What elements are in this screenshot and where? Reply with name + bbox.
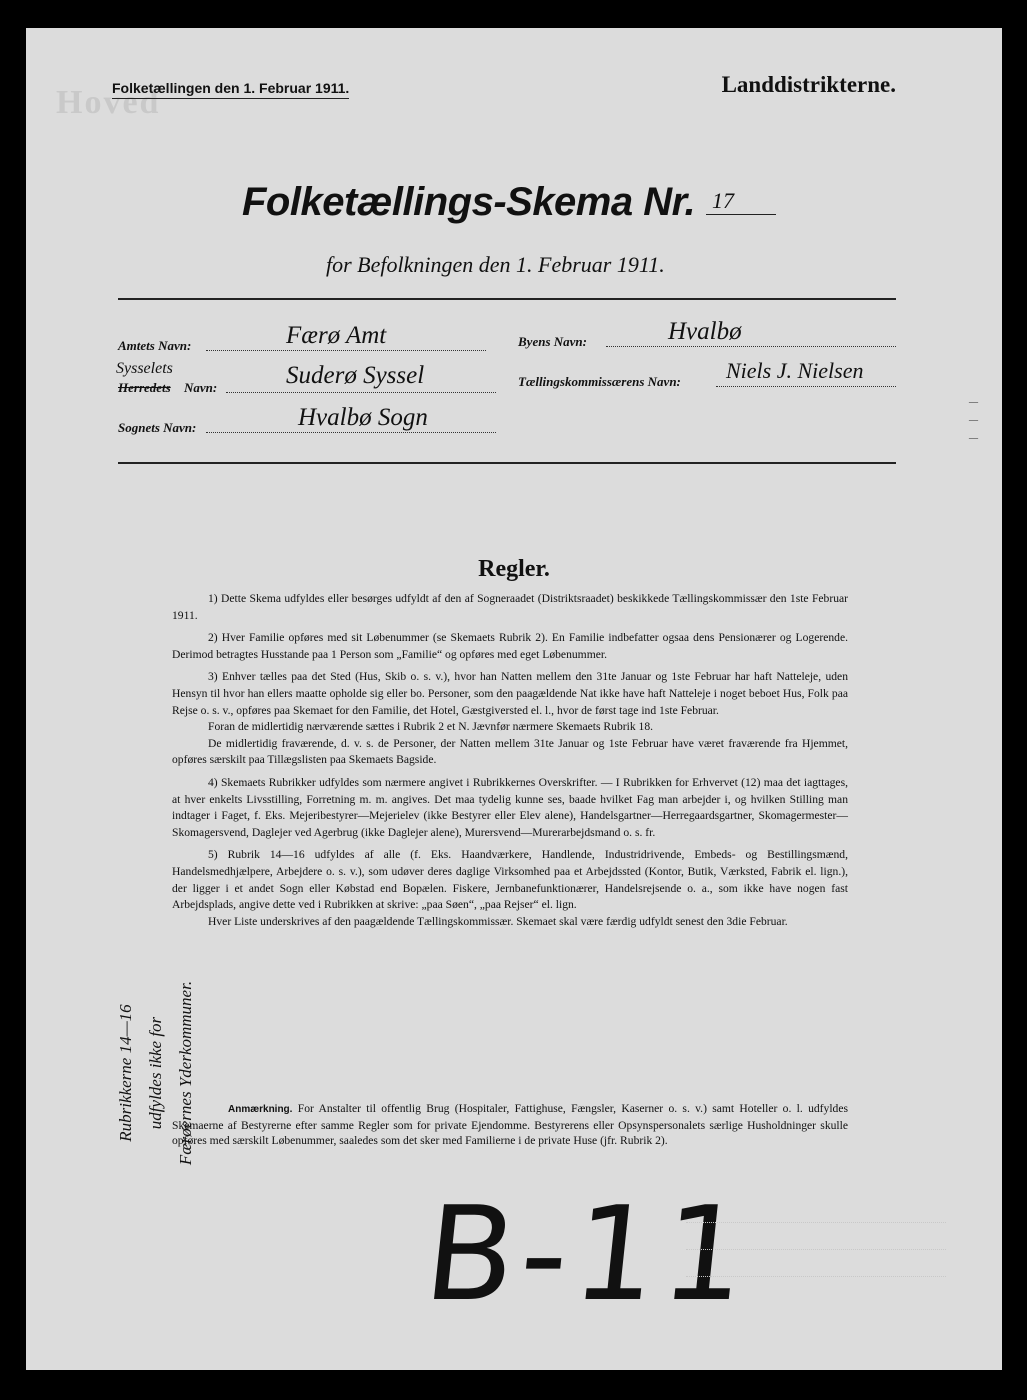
sogn-line <box>206 432 496 433</box>
fields-divider <box>118 462 896 464</box>
anm-text: For Anstalter til offentlig Brug (Hospitaler, Fattighuse, Fængsler, Kaserner o. s. v.) samt Hoteller o. l. udfyldes Skemaerne af Bestyrerne efter samme Regler som for private Ejendomme. Bestyrerens eller Opsynspersonalets særlige Husholdninger skulle opføres med særskilt Løbenummer, saaledes som det sker med Familierne i de private Huse (jfr. Rubrik 2). <box>172 1102 848 1147</box>
archive-stamp: B-11 <box>418 1178 760 1330</box>
census-form-page <box>26 28 1002 1370</box>
rule-paragraph-3b: Foran de midlertidig nærværende sættes i Rubrik 2 et N. Jævnfør nærmere Skemaets Rubrik 18. <box>208 720 654 734</box>
header-right: Landdistrikterne. <box>721 72 896 97</box>
form-number-field <box>706 188 776 215</box>
amt-label: Amtets Navn: <box>118 338 192 353</box>
syssel-handwritten-label: Sysselets <box>116 360 173 377</box>
kommissaer-line <box>716 386 896 387</box>
regler-heading: Regler. <box>478 556 550 582</box>
rule-paragraph-1: 1) Dette Skema udfyldes eller besørges udfyldt af den af Sogneraadet (Distriktsraadet) beskikkede Tællingskommissær den 1ste Februar 1911. <box>172 592 848 622</box>
form-title: Folketællings-Skema Nr. <box>242 180 696 224</box>
top-divider <box>118 298 896 300</box>
rule-paragraph-2: 2) Hver Familie opføres med sit Løbenummer (se Skemaets Rubrik 2). En Familie indbefatter ogsaa dens Pensionærer og Logerende. Derimod betragtes Husstande paa 1 Person som „Familie“ og opføres med eget Løbenummer. <box>172 631 848 661</box>
byens-line <box>606 346 896 347</box>
margin-note-line-1: Rubrikkerne 14—16 <box>116 1004 135 1142</box>
sogn-label: Sognets Navn: <box>118 420 197 435</box>
sogn-value: Hvalbø Sogn <box>298 404 428 431</box>
rule-paragraph-4: 4) Skemaets Rubrikker udfyldes som nærmere angivet i Rubrikkernes Overskrifter. — I Rubrikken for Erhvervet (12) maa det iagttages, at hver enkelts Livsstilling, Forretning m. m. angives. Det maa tydelig kunne ses, baade hvilket Fag man arbejder i, og hvilken Stilling man indtager i Faget, f. Eks. Mejeribestyrer—Mejerielev (ikke Bestyrer eller Elev alene), Handelsgartner—Herregaardsgartner, Skomagermester—Skomagersvend, Daglejer ved Agerbrug (ikke Daglejer alene), Murersvend—Murerarbejdsmand o. s. fr. <box>172 775 848 839</box>
anmaerkning <box>172 1101 848 1149</box>
rule-paragraph-3: 3) Enhver tælles paa det Sted (Hus, Skib o. s. v.), hvor han Natten mellem den 31te Januar og 1ste Februar har haft Natteleje, uden Hensyn til hvor han ellers maatte opholde sig eller bo. Personer, som den paagældende Nat ikke have haft Natteleje i noget beboet Hus, Folk paa Rejse o. s. v., opføres paa Skemaet for den Familie, det Hotel, Gæstgiversted el. l., hvor de først tage ind 1ste Februar. <box>172 670 848 717</box>
bleed-through-marks <box>686 1196 946 1306</box>
regler-body <box>172 591 848 936</box>
syssel-value: Suderø Syssel <box>286 362 425 389</box>
herred-label-suffix: Navn: <box>184 380 218 395</box>
kommissaer-value: Niels J. Nielsen <box>726 358 864 383</box>
edge-marks: – – – <box>969 391 978 447</box>
amt-line <box>206 350 486 351</box>
margin-note-line-3: Færøernes Yderkommuner. <box>176 980 195 1166</box>
header-left: Folketællingen den 1. Februar 1911. <box>112 80 349 99</box>
herred-label-struck: Herredets <box>118 380 171 395</box>
rule-paragraph-5b: Hver Liste underskrives af den paagældende Tællingskommissær. Skemaet skal være færdig udfyldt senest den 3die Februar. <box>208 914 788 928</box>
form-subtitle: for Befolkningen den 1. Februar 1911. <box>326 252 665 277</box>
byens-value: Hvalbø <box>668 318 742 345</box>
margin-note-line-2: udfyldes ikke for <box>146 1016 165 1130</box>
margin-handwritten-note <box>111 923 201 1223</box>
syssel-line <box>226 392 496 393</box>
rule-paragraph-3c: De midlertidig fraværende, d. v. s. de Personer, der Natten mellem 31te Januar og 1ste Februar have været fraværende fra Hjemmet, opføres særskilt paa Tillægslisten paa Skemaets Bagside. <box>172 736 848 767</box>
rule-paragraph-5: 5) Rubrik 14—16 udfyldes af alle (f. Eks. Haandværkere, Handlende, Industridrivende, Embeds- og Bestillingsmænd, Handelsmedhjælpere, Arbejdere o. s. v.), som udøver deres daglige Virksomhed paa et Arbejdssted (Kontor, Butik, Værksted, Fabrik el. lign.), der ligger i et andet Sogn eller Købstad end Bopælen. Fiskere, Jernbanefunktionærer, Handelsrejsende o. a., som ikke have nogen fast Arbejdsplads, angive dette ved i Rubrikken at skrive: „paa Søen“, „paa Rejser“ el. lign. <box>172 848 848 912</box>
kommissaer-label: Tællingskommissærens Navn: <box>518 374 681 389</box>
byens-label: Byens Navn: <box>518 334 587 349</box>
form-number: 17 <box>712 188 734 213</box>
amt-value: Færø Amt <box>286 322 387 349</box>
anm-label: Anmærkning. <box>228 1104 293 1115</box>
ghost-stamp: Hoved <box>56 84 161 121</box>
